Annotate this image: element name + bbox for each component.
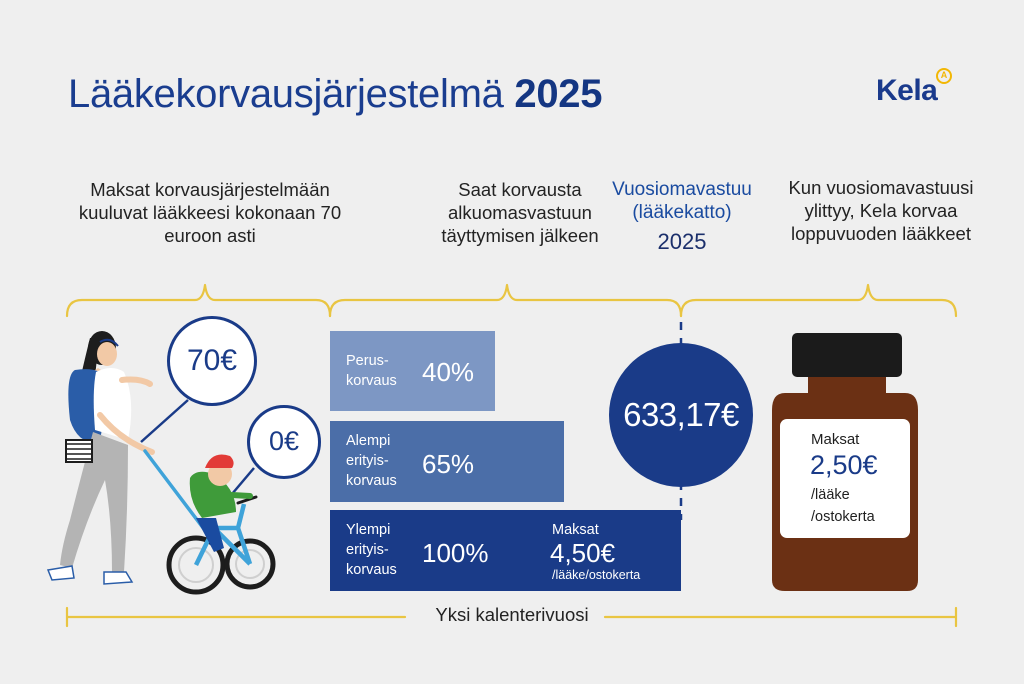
bar-label: Alempi erityis-korvaus — [346, 433, 397, 489]
bar-percent: 65% — [422, 449, 475, 479]
bottle-label-card — [780, 419, 910, 538]
annual-limit-circle: 633,17€ — [609, 343, 753, 487]
caption-initial-payment: Maksat korvausjärjestelmään kuuluvat lääkkeesi kokonaan 70 euroon asti — [78, 179, 342, 246]
fee-amount: 4,50€ — [550, 538, 616, 568]
caption-after-limit: Kun vuosiomavastuusi ylittyy, Kela korvaa loppuvuoden lääkkeet — [788, 177, 974, 244]
timeline-label — [0, 604, 1024, 626]
fee-label: Maksat — [552, 522, 599, 538]
title-year: 2025 — [514, 72, 603, 116]
title-text: Lääkekorvausjärjestelmä — [68, 72, 504, 116]
bottle-label-unit-1: /lääke — [811, 487, 850, 503]
initial-deductible-badge: 70€ — [167, 316, 257, 406]
accessibility-badge-icon: A — [936, 68, 952, 84]
bottle-label-text: Maksat — [811, 431, 860, 448]
bar-label: Perus-korvaus — [346, 353, 397, 389]
bottle-label-unit-2: /ostokerta — [811, 509, 875, 525]
fee-unit: /lääke/ostokerta — [552, 568, 641, 582]
timeline-label-text: Yksi kalenterivuosi — [423, 604, 600, 625]
bottle-label-amount: 2,50€ — [810, 450, 878, 480]
caption-annual-limit-title: Vuosiomavastuu (lääkekatto) — [612, 179, 752, 223]
brace-initial-payment — [67, 285, 330, 316]
bar-basic-reimbursement — [330, 331, 495, 411]
kela-logo: Kela — [876, 74, 938, 107]
caption-annual-limit-year: 2025 — [657, 229, 707, 254]
woman-illustration — [48, 331, 152, 584]
bar-percent: 100% — [422, 538, 489, 568]
child-on-bike-illustration — [145, 451, 273, 592]
bar-higher-special-reimbursement — [330, 510, 681, 591]
child-deductible-badge: 0€ — [247, 405, 321, 479]
brace-after-limit — [681, 285, 956, 316]
brace-reimbursement — [330, 285, 681, 316]
caption-reimbursement-after: Saat korvausta alkuomasvastuun täyttymisen jälkeen — [441, 179, 599, 246]
bar-percent: 40% — [422, 357, 475, 387]
bar-lower-special-reimbursement — [330, 421, 564, 502]
bar-label: Ylempi erityis-korvaus — [346, 522, 397, 578]
